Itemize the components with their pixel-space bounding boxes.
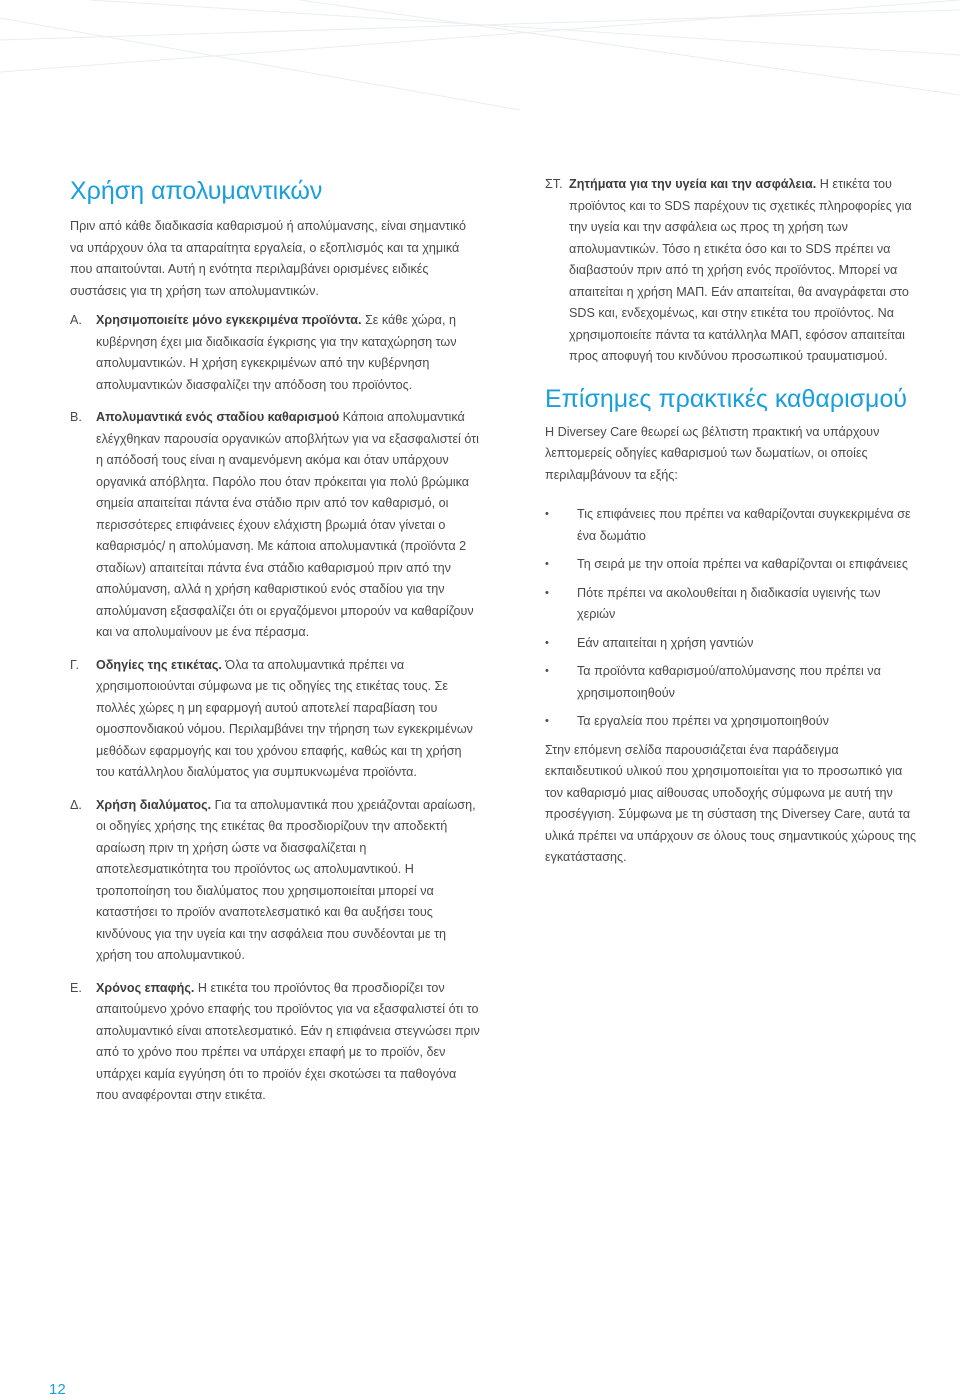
item-marker: Δ. [70, 797, 82, 812]
bullet-icon: • [545, 715, 549, 727]
page-number: 12 [49, 1381, 66, 1398]
list-item [545, 174, 917, 368]
bullet-icon: • [545, 508, 549, 520]
list-item [70, 795, 482, 967]
item-text: Η ετικέτα του προϊόντος θα προσδιορίζει τον απαιτούμενο χρόνο επαφής του προϊόντος για να εξασφαλιστεί ότι το απολυμαντικό είναι αποτελεσματικό. Εάν η επιφάνεια στεγνώσει πριν από το χρόνο που πρέπει να υπάρχει επαφή με το προϊόν, δεν υπάρχει καμία εγγύηση ότι το προϊόν έχει σκοτώσει τα παθογόνα που αναφέρονται στην ετικέτα. [96, 980, 480, 1102]
list-item [70, 655, 482, 784]
item-text: Για τα απολυμαντικά που χρειάζονται αραίωση, οι οδηγίες χρήσης της ετικέτας θα προσδιορίζουν την αποδεκτή αραίωση πριν τη χρήση ώστε να διασφαλίζεται η αποτελεσματικότητα του προϊόντος ως απολυμαντικού. Η τροποποίηση του διαλύματος που χρησιμοποιείται μπορεί να καταστήσει το προϊόν αναποτελεσματικό και θα αυξήσει τους κινδύνους για την υγεία και την ασφάλεια που συνδέονται με τη χρήση του απολυμαντικού. [96, 797, 476, 962]
bullet-icon: • [545, 665, 549, 677]
header-decoration [0, 0, 960, 120]
item-text: Κάποια απολυμαντικά ελέγχθηκαν παρουσία οργανικών αποβλήτων για να εξασφαλιστεί ότι η απόδοσή τους είναι η αναμενόμενη ακόμα και όταν υπάρχουν οργανικά απόβλητα. Παρόλο που όταν πρόκειται για πολύ βρώμικα σημεία απαιτείται πάντα ένα στάδιο πριν από τον καθαρισμό, οι περισσότερες επιφάνειες έχουν ελάχιστη βρωμιά όταν γίνεται ο καθαρισμός/ η απολύμανση. Με κάποια απολυμαντικά (προϊόντα 2 σταδίων) απαιτείται πάντα ένα στάδιο καθαρισμού πριν από την απολύμανση, αλλά η χρήση καθαριστικού ενός σταδίου για την απολύμανση εξασφαλίζει ότι οι εργαζόμενοι μπορούν να καθαρίζουν και να απολυμαίνουν με ένα πέρασμα. [96, 410, 479, 639]
list-item: • Τη σειρά με την οποία πρέπει να καθαρίζονται οι επιφάνειες [545, 554, 917, 576]
item-heading: Χρόνος επαφής. [96, 980, 195, 995]
item-marker: ΣΤ. [545, 177, 563, 191]
section-title: Επίσημες πρακτικές καθαρισμού [545, 384, 908, 413]
item-marker: Γ. [70, 657, 80, 672]
item-heading: Ζητήματα για την υγεία και την ασφάλεια. [569, 177, 817, 191]
item-heading: Απολυμαντικά ενός σταδίου καθαρισμού [96, 410, 340, 424]
list-item: • Εάν απαιτείται η χρήση γαντιών [545, 633, 917, 655]
intro-paragraph: Πριν από κάθε διαδικασία καθαρισμού ή απολύμανσης, είναι σημαντικό να υπάρχουν όλα τα απαραίτητα εργαλεία, ο εξοπλισμός και τα χημικά που απαιτούνται. Αυτή η ενότητα περιλαμβάνει ορισμένες ειδικές συστάσεις για τη χρήση των απολυμαντικών. [70, 219, 467, 298]
item-marker: Α. [70, 313, 82, 327]
section-intro: Η Diversey Care θεωρεί ως βέλτιστη πρακτική να υπάρχουν λεπτομερείς οδηγίες καθαρισμού των δωματίων, οι οποίες περιλαμβάνουν τα εξής: [545, 424, 880, 482]
item-text: Η ετικέτα του προϊόντος και το SDS παρέχουν τις σχετικές πληροφορίες για την υγεία και την ασφάλεια ως προς τη χρήση των απολυμαντικών. Τόσο η ετικέτα όσο και το SDS πρέπει να διαβαστούν πριν από τη χρήση ενός προϊόντος. Μπορεί να απαιτείται η χρήση ΜΑΠ. Εάν απαιτείται, θα αναγράφεται στο SDS και, ενδεχομένως, και στην ετικέτα του προϊόντος. Να χρησιμοποιείτε πάντα τα κατάλληλα ΜΑΠ, εφόσον απαιτείται προς αποφυγή του κινδύνου προσωπικού τραυματισμού. [569, 177, 912, 363]
list-item [70, 310, 482, 396]
bullet-icon: • [545, 558, 549, 570]
list-item: • Τα εργαλεία που πρέπει να χρησιμοποιηθούν [545, 711, 917, 733]
list-item: • Τα προϊόντα καθαρισμού/απολύμανσης που πρέπει να χρησιμοποιηθούν [545, 661, 917, 704]
item-marker: Β. [70, 410, 82, 424]
bullet-icon: • [545, 636, 549, 649]
closing-paragraph: Στην επόμενη σελίδα παρουσιάζεται ένα παράδειγμα εκπαιδευτικού υλικού που χρησιμοποιείται για το προσωπικό για τον καθαρισμό μιας αίθουσας υποδοχής σύμφωνα με αυτή την προσέγγιση. Σύμφωνα με τη σύσταση της Diversey Care, αυτά τα υλικά πρέπει να υπάρχουν σε όλους τους σημαντικούς χώρους της εγκατάστασης. [545, 742, 917, 864]
bullet-icon: • [545, 586, 549, 599]
left-column [70, 174, 482, 1107]
practice-list [545, 504, 917, 733]
list-item [70, 407, 482, 644]
item-marker: Ε. [70, 980, 82, 995]
list-item [70, 978, 482, 1107]
item-heading: Χρήση διαλύματος. [96, 797, 212, 812]
item-heading: Χρησιμοποιείτε μόνο εγκεκριμένα προϊόντα. [96, 313, 362, 327]
item-text: Όλα τα απολυμαντικά πρέπει να χρησιμοποιούνται σύμφωνα με τις οδηγίες της ετικέτας τους. Σε πολλές χώρες η μη εφαρμογή αυτού αποτελεί παραβίαση του ομοσπονδιακού νόμου. Περιλαμβάνει την τήρηση των εγκεκριμένων μεθόδων εφαρμογής και του χρόνου επαφής, καθώς και τη χρήση του κατάλληλου διαλύματος για συμπυκνωμένα προϊόντα. [96, 657, 473, 779]
page-title: Χρήση απολυμαντικών [70, 177, 323, 205]
item-text: Σε κάθε χώρα, η κυβέρνηση έχει μια διαδικασία έγκρισης για την καταχώρηση των απολυμαντικών. Η χρήση εγκεκριμένων από την κυβέρνηση απολυμαντικών διασφαλίζει την απόδοση του προϊόντος. [96, 313, 457, 392]
right-column [545, 174, 917, 869]
list-item: • Πότε πρέπει να ακολουθείται η διαδικασία υγιεινής των χεριών [545, 583, 917, 626]
list-item: • Τις επιφάνειες που πρέπει να καθαρίζονται συγκεκριμένα σε ένα δωμάτιο [545, 504, 917, 547]
item-heading: Οδηγίες της ετικέτας. [96, 657, 222, 672]
